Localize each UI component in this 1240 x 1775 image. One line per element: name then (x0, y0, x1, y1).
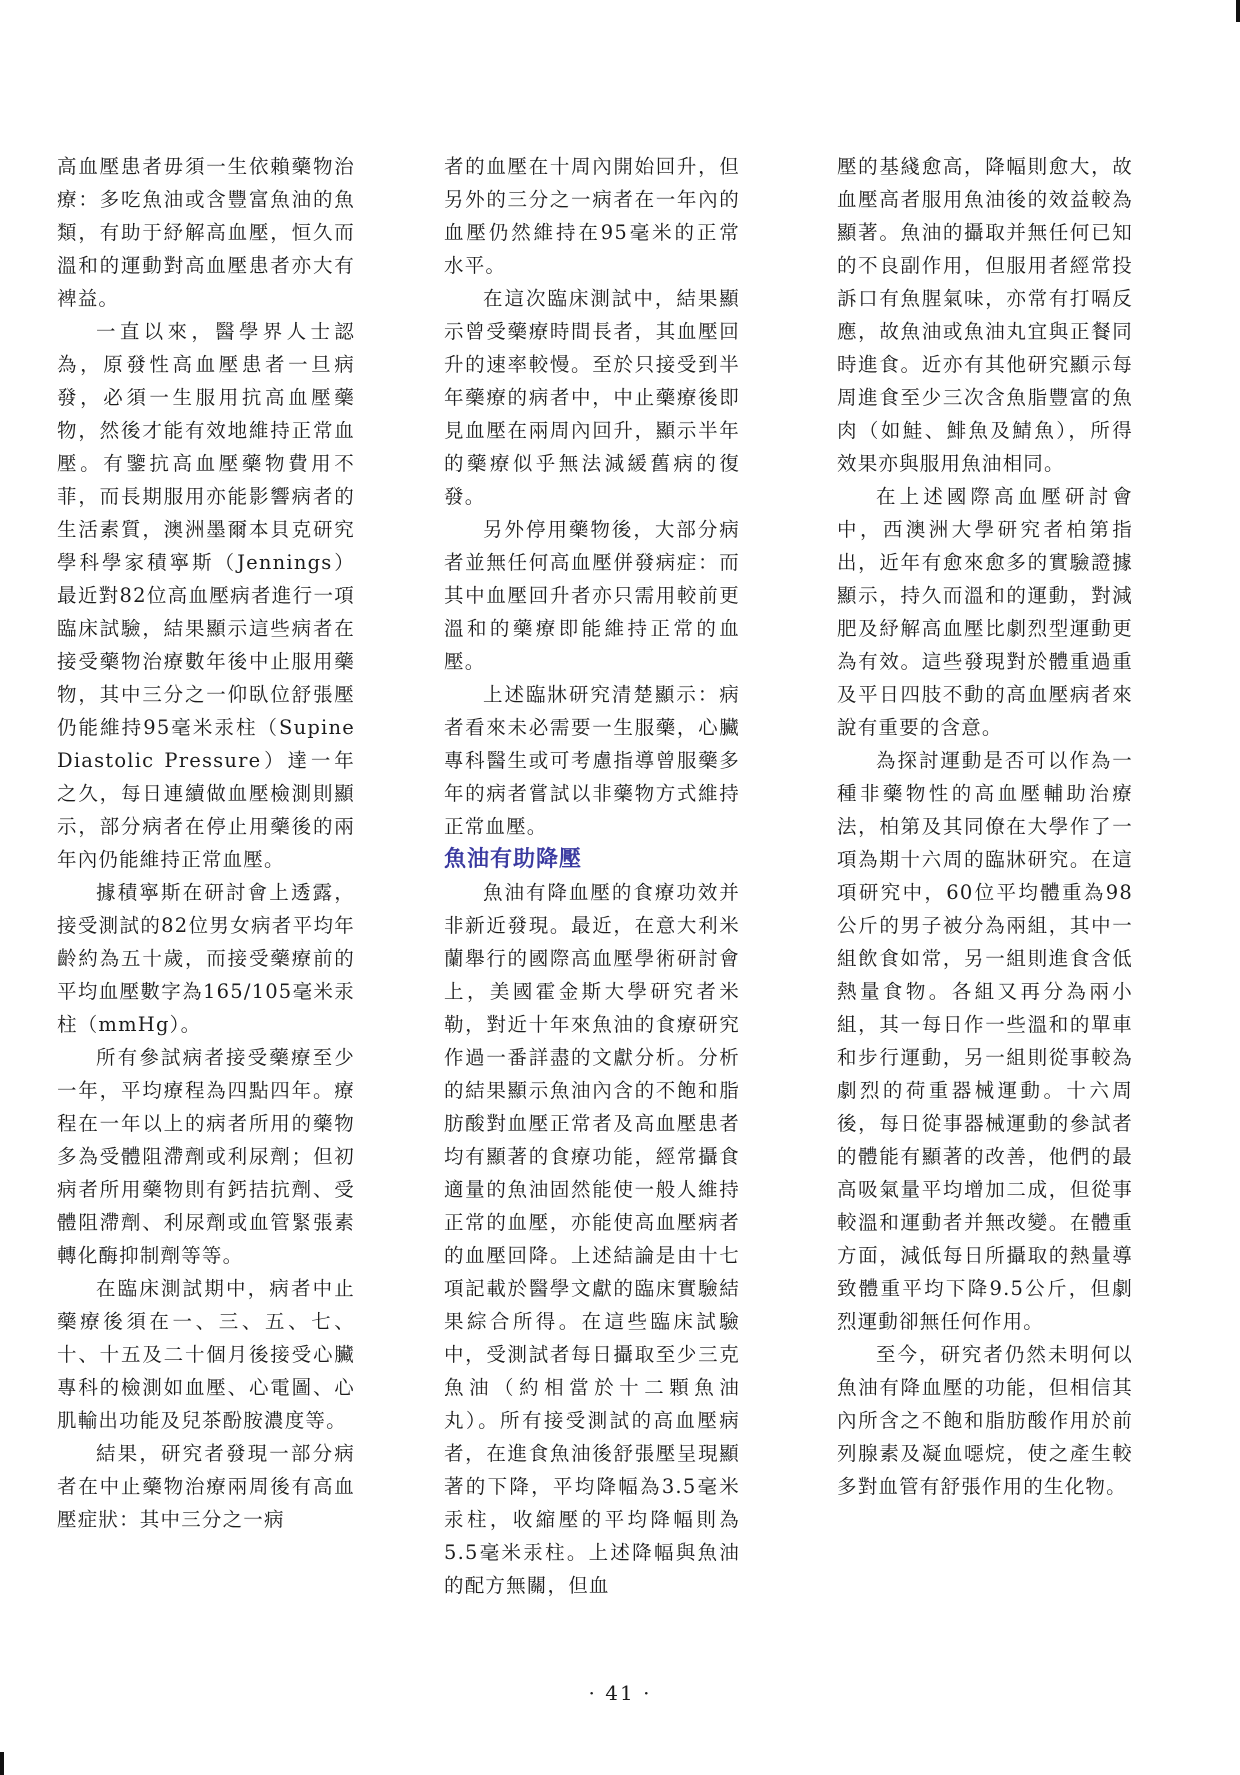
paragraph: 為探討運動是否可以作為一種非藥物性的高血壓輔助治療法，柏第及其同僚在大學作了一項為期十六周的臨牀研究。在這項研究中，60位平均體重為98公斤的男子被分為兩組，其中一組飲食如常，另一組則進食含低熱量食物。各組又再分為兩小組，其一每日作一些溫和的單車和步行運動，另一組則從事較為劇烈的荷重器械運動。十六周後，每日從事器械運動的參試者的體能有顯著的改善，他們的最高吸氣量平均增加二成，但從事較溫和運動者并無改變。在體重方面，減低每日所攝取的熱量導致體重平均下降9.5公斤，但劇烈運動卻無任何作用。 (837, 749, 1133, 1333)
paragraph: 在上述國際高血壓研討會中，西澳洲大學研究者柏第指出，近年有愈來愈多的實驗證據顯示，持久而溫和的運動，對減肥及紓解高血壓比劇烈型運動更為有效。這些發現對於體重過重及平日四肢不動的高血壓病者來說有重要的含意。 (837, 485, 1133, 739)
paragraph: 所有參試病者接受藥療至少一年，平均療程為四點四年。療程在一年以上的病者所用的藥物多為受體阻滯劑或利尿劑；但初病者所用藥物則有鈣拮抗劑、受體阻滯劑、利尿劑或血管緊張素轉化酶抑制劑等等。 (57, 1046, 355, 1267)
paragraph: 者的血壓在十周內開始回升，但另外的三分之一病者在一年內的血壓仍然維持在95毫米的正常水平。 (444, 155, 740, 277)
paragraph: 在臨床測試期中，病者中止藥療後須在一、三、五、七、十、十五及二十個月後接受心臟專科的檢測如血壓、心電圖、心肌輸出功能及兒茶酚胺濃度等。 (57, 1277, 355, 1432)
page-number: · 41 · (588, 1681, 652, 1705)
paragraph: 結果，研究者發現一部分病者在中止藥物治療兩周後有高血壓症狀：其中三分之一病 (57, 1442, 355, 1531)
column-1 (57, 150, 355, 1536)
paragraph: 在這次臨床測試中，結果顯示曾受藥療時間長者，其血壓回升的速率較慢。至於只接受到半年藥療的病者中，中止藥療後即見血壓在兩周內回升，顯示半年的藥療似乎無法減緩舊病的復發。 (444, 287, 740, 508)
paragraph: 上述臨牀研究清楚顯示：病者看來未必需要一生服藥，心臟專科醫生或可考慮指導曾服藥多年的病者嘗試以非藥物方式維持正常血壓。 (444, 683, 740, 838)
column-2 (444, 150, 740, 1602)
paragraph: 至今，研究者仍然未明何以魚油有降血壓的功能，但相信其內所含之不飽和脂肪酸作用於前列腺素及凝血噁烷，使之產生較多對血管有舒張作用的生化物。 (837, 1343, 1133, 1498)
paragraph: 據積寧斯在研討會上透露，接受測試的82位男女病者平均年齡約為五十歲，而接受藥療前的平均血壓數字為165/105毫米汞柱（mmHg）。 (57, 881, 355, 1036)
paragraph: 一直以來，醫學界人士認為，原發性高血壓患者一旦病發，必須一生服用抗高血壓藥物，然後才能有效地維持正常血壓。有鑒抗高血壓藥物費用不菲，而長期服用亦能影響病者的生活素質，澳洲墨爾本貝克研究學科學家積寧斯（Jennings）最近對82位高血壓病者進行一項臨床試驗，結果顯示這些病者在接受藥物治療數年後中止服用藥物，其中三分之一仰臥位舒張壓仍能維持95毫米汞柱（Supine Diastolic Pressure）達一年之久，每日連續做血壓檢測則顯示，部分病者在停止用藥後的兩年內仍能維持正常血壓。 (57, 320, 355, 871)
paragraph: 另外停用藥物後，大部分病者並無任何高血壓併發病症：而其中血壓回升者亦只需用較前更溫和的藥療即能維持正常的血壓。 (444, 518, 740, 673)
column-3 (837, 150, 1133, 1503)
scan-edge-mark (0, 1752, 4, 1775)
paragraph: 壓的基綫愈高，降幅則愈大，故血壓高者服用魚油後的效益較為顯著。魚油的攝取并無任何已知的不良副作用，但服用者經常投訴口有魚腥氣味，亦常有打嗝反應，故魚油或魚油丸宜與正餐同時進食。近亦有其他研究顯示每周進食至少三次含魚脂豐富的魚肉（如鮭、鯡魚及鯖魚），所得效果亦與服用魚油相同。 (837, 155, 1133, 475)
section-heading: 魚油有助降壓 (444, 847, 583, 872)
paragraph: 魚油有降血壓的食療功效并非新近發現。最近，在意大利米蘭舉行的國際高血壓學術研討會上，美國霍金斯大學研究者米勒，對近十年來魚油的食療研究作過一番詳盡的文獻分析。分析的結果顯示魚油內含的不飽和脂肪酸對血壓正常者及高血壓患者均有顯著的食療功能，經常攝食適量的魚油固然能使一般人維持正常的血壓，亦能使高血壓病者的血壓回降。上述結論是由十七項記載於醫學文獻的臨床實驗結果綜合所得。在這些臨床試驗中，受測試者每日攝取至少三克魚油（約相當於十二顆魚油丸）。所有接受測試的高血壓病者，在進食魚油後舒張壓呈現顯著的下降，平均降幅為3.5毫米汞柱，收縮壓的平均降幅則為5.5毫米汞柱。上述降幅與魚油的配方無關，但血 (444, 881, 740, 1597)
paragraph: 高血壓患者毋須一生依賴藥物治療：多吃魚油或含豐富魚油的魚類，有助于紓解高血壓，恒久而溫和的運動對高血壓患者亦大有裨益。 (57, 155, 355, 310)
scan-edge-mark (1236, 0, 1240, 22)
